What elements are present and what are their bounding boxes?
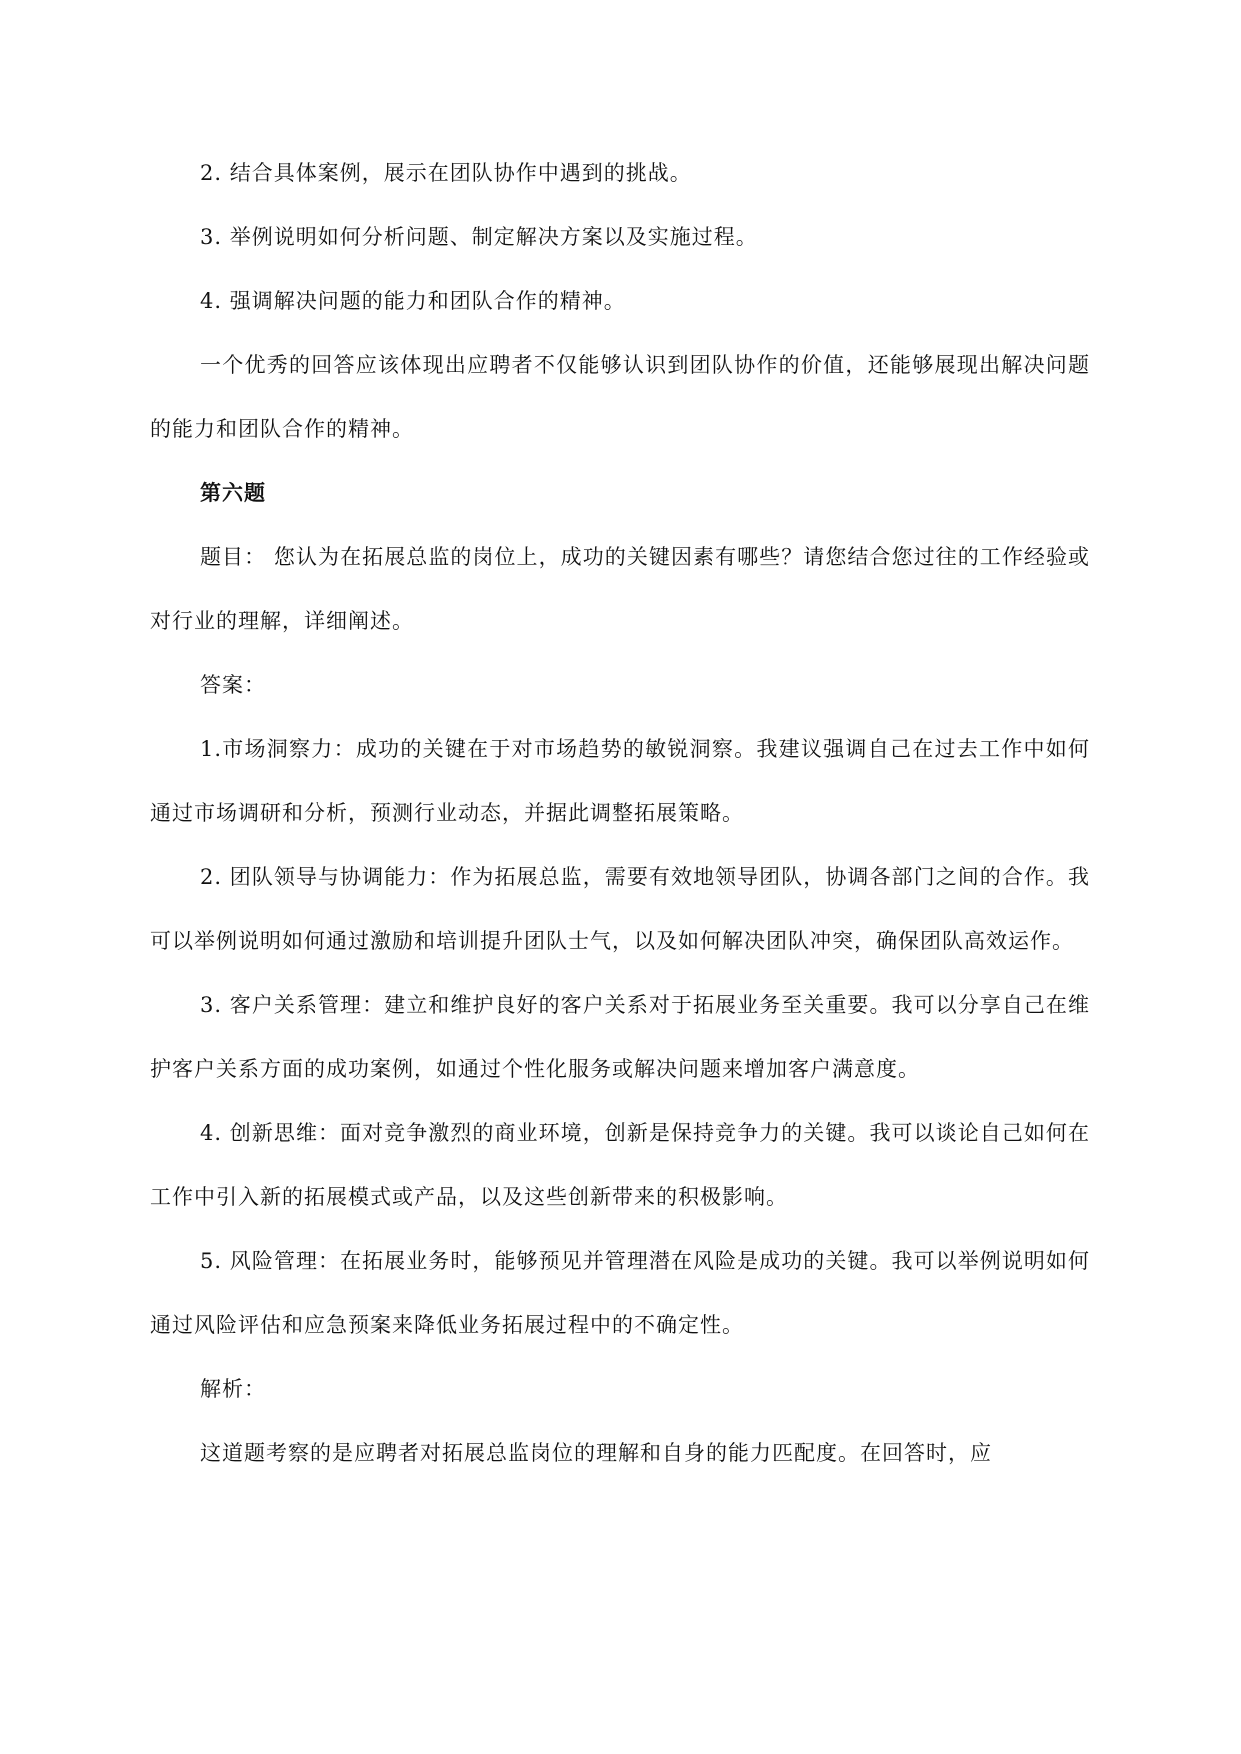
summary-paragraph: 一个优秀的回答应该体现出应聘者不仅能够认识到团队协作的价值，还能够展现出解决问题的能力和团队合作的精神。: [150, 353, 1090, 441]
document-body: [150, 141, 1090, 1485]
answer-item-1: 1.市场洞察力：成功的关键在于对市场趋势的敏锐洞察。我建议强调自己在过去工作中如何通过市场调研和分析，预测行业动态，并据此调整拓展策略。: [150, 737, 1090, 825]
answer-item-3: 3. 客户关系管理：建立和维护良好的客户关系对于拓展业务至关重要。我可以分享自己在维护客户关系方面的成功案例，如通过个性化服务或解决问题来增加客户满意度。: [150, 993, 1090, 1081]
answer-item-5: 5. 风险管理：在拓展业务时，能够预见并管理潜在风险是成功的关键。我可以举例说明如何通过风险评估和应急预案来降低业务拓展过程中的不确定性。: [150, 1249, 1090, 1337]
list-item-4: 4. 强调解决问题的能力和团队合作的精神。: [200, 289, 626, 313]
list-item-3: 3. 举例说明如何分析问题、制定解决方案以及实施过程。: [200, 225, 758, 249]
answer-item-4: 4. 创新思维：面对竞争激烈的商业环境，创新是保持竞争力的关键。我可以谈论自己如何在工作中引入新的拓展模式或产品，以及这些创新带来的积极影响。: [150, 1121, 1090, 1209]
answer-item-2: 2. 团队领导与协调能力：作为拓展总监，需要有效地领导团队，协调各部门之间的合作。我可以举例说明如何通过激励和培训提升团队士气，以及如何解决团队冲突，确保团队高效运作。: [150, 865, 1090, 953]
list-item-2: 2. 结合具体案例，展示在团队协作中遇到的挑战。: [200, 161, 692, 185]
answer-label: 答案：: [200, 673, 266, 697]
question-paragraph: 题目： 您认为在拓展总监的岗位上，成功的关键因素有哪些？请您结合您过往的工作经验或对行业的理解，详细阐述。: [150, 545, 1090, 633]
analysis-label: 解析：: [200, 1377, 266, 1401]
analysis-paragraph: 这道题考察的是应聘者对拓展总监岗位的理解和自身的能力匹配度。在回答时，应: [200, 1441, 992, 1465]
section-heading: 第六题: [200, 480, 266, 505]
